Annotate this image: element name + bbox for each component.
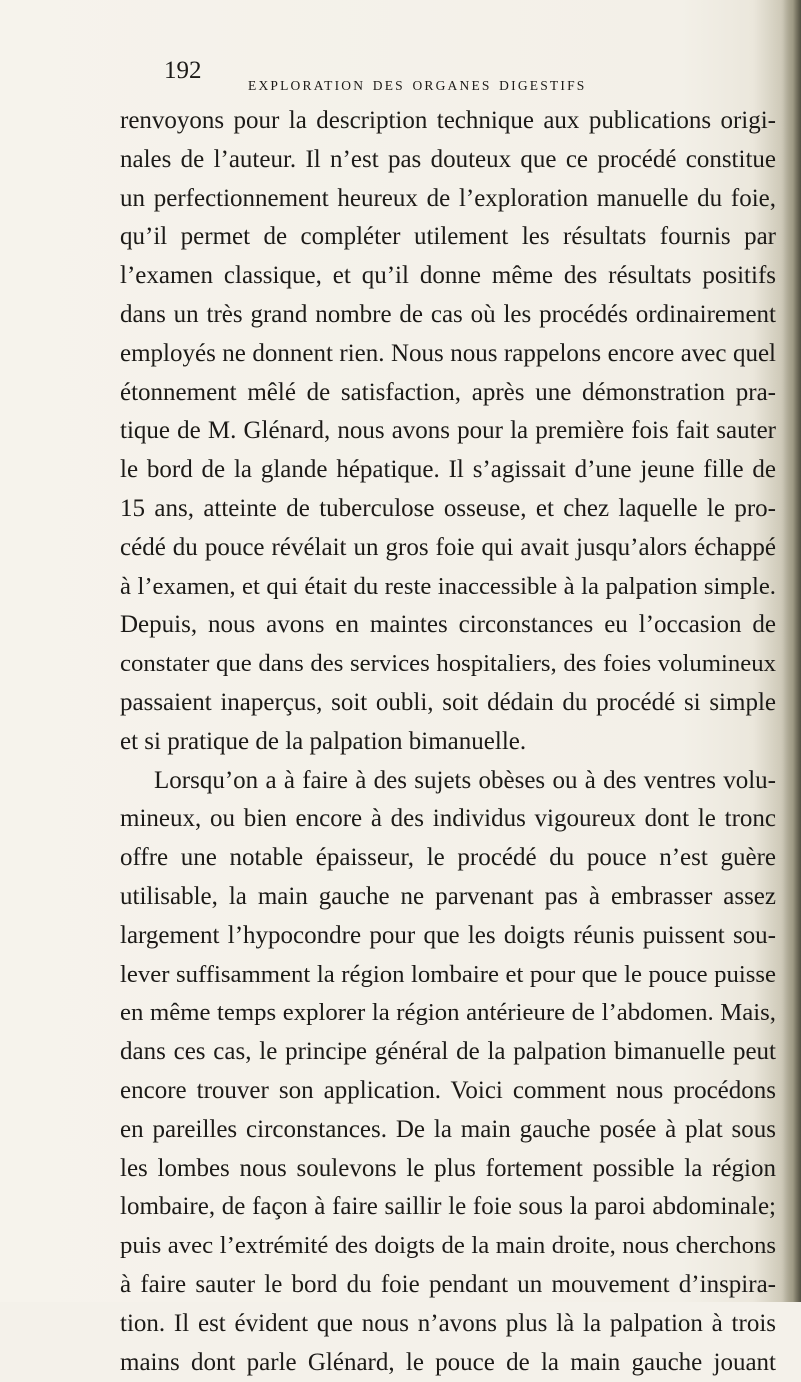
paragraph-end-line: et si pratique de la palpation bimanuelle. (120, 723, 776, 762)
text-line: constater que dans des services hospitaliers, des foies volumineux (120, 645, 776, 684)
text-line: en pareilles circonstances. De la main gauche posée à plat sous (120, 1111, 776, 1150)
body-text (120, 102, 776, 1382)
text-line: utilisable, la main gauche ne parvenant pas à embrasser assez (120, 878, 776, 917)
text-line: nales de l’auteur. Il n’est pas douteux que ce procédé constitue (120, 141, 776, 180)
running-head: EXPLORATION DES ORGANES DIGESTIFS (248, 78, 587, 94)
text-line: dans ces cas, le principe général de la palpation bimanuelle peut (120, 1033, 776, 1072)
text-line: mineux, ou bien encore à des individus vigoureux dont le tronc (120, 800, 776, 839)
text-line: offre une notable épaisseur, le procédé du pouce n’est guère (120, 839, 776, 878)
text-line: dans un très grand nombre de cas où les procédés ordinairement (120, 296, 776, 335)
text-line: en même temps explorer la région antérieure de l’abdomen. Mais, (120, 994, 776, 1033)
text-line: un perfectionnement heureux de l’exploration manuelle du foie, (120, 180, 776, 219)
text-line: à l’examen, et qui était du reste inaccessible à la palpation simple. (120, 568, 776, 607)
page-edge-shadow (783, 0, 801, 1302)
text-line: mains dont parle Glénard, le pouce de la main gauche jouant (120, 1344, 776, 1382)
text-line: les lombes nous soulevons le plus fortement possible la région (120, 1150, 776, 1189)
text-line: le bord de la glande hépatique. Il s’agissait d’une jeune fille de (120, 451, 776, 490)
text-line: à faire sauter le bord du foie pendant un mouvement d’inspira- (120, 1266, 776, 1305)
text-line: passaient inaperçus, soit oubli, soit dédain du procédé si simple (120, 684, 776, 723)
text-line: renvoyons pour la description technique aux publications origi- (120, 102, 776, 141)
paragraph-start-line: Lorsqu’on a à faire à des sujets obèses ou à des ventres volu- (120, 762, 776, 801)
text-line: lever suffisamment la région lombaire et pour que le pouce puisse (120, 956, 776, 995)
text-line: étonnement mêlé de satisfaction, après une démonstration pra- (120, 374, 776, 413)
text-line: cédé du pouce révélait un gros foie qui avait jusqu’alors échappé (120, 529, 776, 568)
text-line: tion. Il est évident que nous n’avons plus là la palpation à trois (120, 1305, 776, 1344)
text-line: encore trouver son application. Voici comment nous procédons (120, 1072, 776, 1111)
text-line: Depuis, nous avons en maintes circonstances eu l’occasion de (120, 606, 776, 645)
text-line: largement l’hypocondre pour que les doigts réunis puissent sou- (120, 917, 776, 956)
text-line: 15 ans, atteinte de tuberculose osseuse, et chez laquelle le pro- (120, 490, 776, 529)
page-number: 192 (164, 57, 202, 85)
text-line: puis avec l’extrémité des doigts de la main droite, nous cherchons (120, 1227, 776, 1266)
text-line: lombaire, de façon à faire saillir le foie sous la paroi abdominale; (120, 1188, 776, 1227)
text-line: qu’il permet de compléter utilement les résultats fournis par (120, 218, 776, 257)
text-line: l’examen classique, et qu’il donne même des résultats positifs (120, 257, 776, 296)
text-line: tique de M. Glénard, nous avons pour la première fois fait sauter (120, 412, 776, 451)
text-line: employés ne donnent rien. Nous nous rappelons encore avec quel (120, 335, 776, 374)
